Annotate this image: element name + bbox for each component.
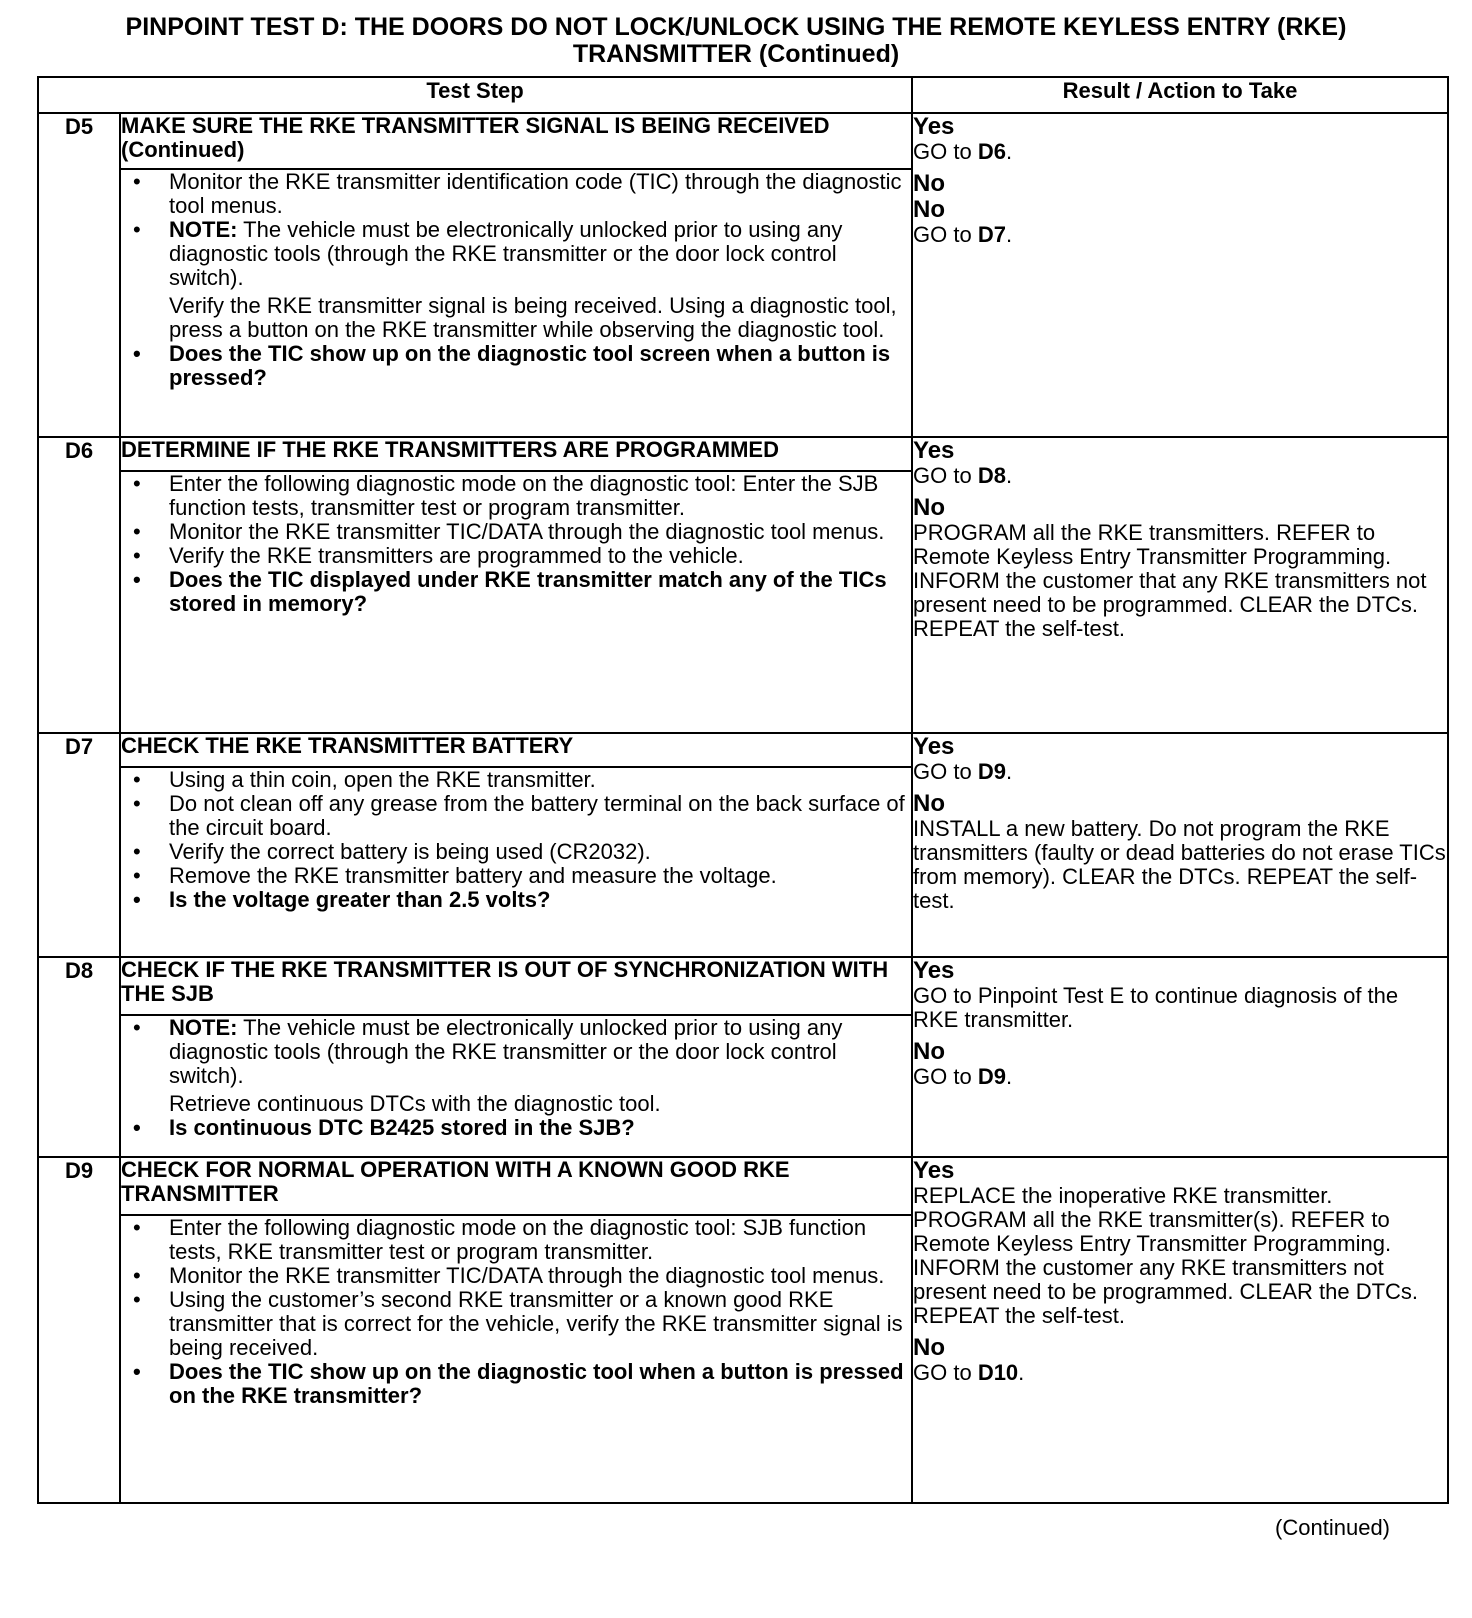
result-action (913, 521, 1447, 641)
result-action (913, 817, 1447, 913)
step-heading: CHECK FOR NORMAL OPERATION WITH A KNOWN GOOD RKE TRANSMITTER (120, 1157, 912, 1215)
result-yes-label: Yes (913, 733, 955, 760)
instruction-text: The vehicle must be electronically unlocked prior to using any diagnostic tools (through the RKE transmitter or the door lock control switch). (169, 217, 843, 290)
instruction-note (121, 218, 911, 290)
instruction-text: Enter the following diagnostic mode on the diagnostic tool: Enter the SJB function tests, transmitter test or program transmitter. (169, 471, 879, 520)
instruction-text: Using a thin coin, open the RKE transmitter. (169, 767, 596, 792)
result-step-ref: D9 (977, 759, 1006, 784)
bullet-icon: • (133, 887, 141, 912)
result-action (913, 1184, 1447, 1328)
instruction-text: Is continuous DTC B2425 stored in the SJB? (169, 1115, 635, 1140)
result-no-label: No (913, 1334, 946, 1361)
result-no-label: No (913, 170, 946, 197)
step-heading-row (38, 733, 1448, 767)
bullet-icon: • (133, 519, 141, 544)
step-id: D9 (38, 1157, 120, 1503)
result-action-text: INSTALL a new battery. Do not program the RKE transmitters (faulty or dead batteries do not erase TICs from memory). CLEAR the DTCs. REPEAT the self-test. (913, 816, 1446, 913)
result-action (913, 1361, 1447, 1385)
result-step-ref: D6 (977, 139, 1006, 164)
result-action (913, 140, 1447, 164)
instruction-list (121, 1016, 911, 1140)
instruction-text: Verify the correct battery is being used (CR2032). (169, 839, 651, 864)
bullet-icon: • (133, 1359, 141, 1384)
result-step-ref: D9 (977, 1064, 1006, 1089)
header-result: Result / Action to Take (912, 77, 1448, 113)
result-action-text: GO to (913, 222, 978, 247)
bullet-icon: • (133, 767, 141, 792)
bullet-icon: • (133, 791, 141, 816)
instruction-bullet (121, 864, 911, 888)
bullet-icon: • (133, 839, 141, 864)
step-heading-row (38, 957, 1448, 1015)
instruction-bullet (121, 840, 911, 864)
result-action (913, 1065, 1447, 1089)
instruction-paragraph: Retrieve continuous DTCs with the diagnostic tool. (169, 1091, 661, 1116)
result-action-suffix: . (1018, 1360, 1025, 1385)
title-line-1: PINPOINT TEST D: THE DOORS DO NOT LOCK/UNLOCK USING THE REMOTE KEYLESS ENTRY (RKE) (125, 13, 1347, 41)
result-cell (912, 957, 1448, 1157)
note-label: NOTE: (169, 1015, 238, 1040)
result-step-ref: D8 (977, 463, 1006, 488)
result-action (913, 984, 1447, 1032)
instruction-paragraph: Verify the RKE transmitter signal is being received. Using a diagnostic tool, press a button on the RKE transmitter while observing the diagnostic tool. (169, 293, 897, 342)
instruction-bullet (121, 792, 911, 840)
instruction-bullet (121, 1288, 911, 1360)
instruction-question (121, 1116, 911, 1140)
result-action-suffix: . (1005, 759, 1013, 784)
instruction-list (121, 472, 911, 616)
steps-body (38, 113, 1448, 1503)
instruction-list (121, 1216, 911, 1408)
step-instructions (120, 767, 912, 957)
continued-footer: (Continued) (1275, 1515, 1390, 1540)
result-action-suffix: . (1005, 139, 1013, 164)
instruction-bullet (121, 170, 911, 218)
step-id: D6 (38, 437, 120, 733)
instruction-bullet (121, 768, 911, 792)
instruction-bullet (121, 520, 911, 544)
result-action (913, 760, 1447, 784)
instruction-text: Using the customer’s second RKE transmitter or a known good RKE transmitter that is correct for the vehicle, verify the RKE transmitter signal is being received. (169, 1287, 903, 1360)
instruction-list (121, 768, 911, 912)
instruction-text: Does the TIC displayed under RKE transmitter match any of the TICs stored in memory? (169, 567, 887, 616)
table-header-row (38, 77, 1448, 113)
bullet-icon: • (133, 1287, 141, 1312)
bullet-icon: • (133, 1263, 141, 1288)
result-no-label: No (913, 494, 946, 521)
step-instructions (120, 1215, 912, 1503)
bullet-icon: • (133, 217, 141, 242)
instruction-bullet (121, 1264, 911, 1288)
instruction-text: Remove the RKE transmitter battery and measure the voltage. (169, 863, 777, 888)
bullet-icon: • (133, 543, 141, 568)
instruction-bullet (121, 1216, 911, 1264)
bullet-icon: • (133, 567, 141, 592)
title-line-2: TRANSMITTER (Continued) (572, 40, 900, 68)
pinpoint-test-table (37, 76, 1449, 1504)
result-action (913, 223, 1447, 247)
instruction-text: Do not clean off any grease from the battery terminal on the back surface of the circuit board. (169, 791, 905, 840)
result-action-suffix: . (1005, 463, 1013, 488)
result-step-ref: D10 (977, 1360, 1019, 1385)
step-heading: CHECK THE RKE TRANSMITTER BATTERY (120, 733, 912, 767)
step-heading-row (38, 437, 1448, 471)
bullet-icon: • (133, 341, 141, 366)
result-action-suffix: . (1005, 222, 1013, 247)
result-action-text: GO to (913, 139, 978, 164)
result-yes-label: Yes (913, 113, 955, 140)
result-cell (912, 733, 1448, 957)
instruction-note (121, 1016, 911, 1088)
result-action-text: GO to (913, 1064, 978, 1089)
step-instructions (120, 471, 912, 733)
result-no-label: No (913, 790, 946, 817)
result-yes-label: Yes (913, 957, 955, 984)
instruction-text: Monitor the RKE transmitter TIC/DATA through the diagnostic tool menus. (169, 1263, 885, 1288)
instruction-text: Does the TIC show up on the diagnostic tool when a button is pressed on the RKE transmitter? (169, 1359, 904, 1408)
result-action-text: PROGRAM all the RKE transmitters. REFER to Remote Keyless Entry Transmitter Programming. INFORM the customer that any RKE transmitters not present need to be programmed. CLEAR the DTCs. REPEAT the self-test. (913, 520, 1427, 641)
instruction-list (121, 170, 911, 390)
result-action-text: GO to (913, 1360, 978, 1385)
step-heading: MAKE SURE THE RKE TRANSMITTER SIGNAL IS BEING RECEIVED (Continued) (120, 113, 912, 169)
instruction-text: Monitor the RKE transmitter identification code (TIC) through the diagnostic tool menus. (169, 169, 902, 218)
step-id: D7 (38, 733, 120, 957)
instruction-text: Is the voltage greater than 2.5 volts? (169, 887, 551, 912)
result-no-label: No (913, 196, 946, 223)
header-test-step: Test Step (38, 77, 912, 113)
instruction-bullet (121, 544, 911, 568)
result-action-suffix: . (1005, 1064, 1013, 1089)
result-action (913, 464, 1447, 488)
step-id: D5 (38, 113, 120, 437)
page-title (0, 14, 1472, 68)
step-heading-row (38, 1157, 1448, 1215)
instruction-text: Verify the RKE transmitters are programmed to the vehicle. (169, 543, 744, 568)
bullet-icon: • (133, 1115, 141, 1140)
instruction-question (121, 342, 911, 390)
result-action-text: REPLACE the inoperative RKE transmitter. PROGRAM all the RKE transmitter(s). REFER to Remote Keyless Entry Transmitter Programming. INFORM the customer any RKE transmitters not present need to be programmed. CLEAR the DTCs. REPEAT the self-test. (913, 1183, 1419, 1328)
result-yes-label: Yes (913, 437, 955, 464)
result-step-ref: D7 (977, 222, 1006, 247)
instruction-question (121, 568, 911, 616)
bullet-icon: • (133, 169, 141, 194)
result-action-text: GO to Pinpoint Test E to continue diagnosis of the RKE transmitter. (913, 983, 1399, 1032)
instruction-bullet (121, 472, 911, 520)
step-id: D8 (38, 957, 120, 1157)
step-heading-row (38, 113, 1448, 169)
bullet-icon: • (133, 471, 141, 496)
result-action-text: GO to (913, 463, 978, 488)
step-instructions (120, 1015, 912, 1157)
result-cell (912, 113, 1448, 437)
step-instructions (120, 169, 912, 437)
result-no-label: No (913, 1038, 946, 1065)
instruction-text: The vehicle must be electronically unlocked prior to using any diagnostic tools (through the RKE transmitter or the door lock control switch). (169, 1015, 843, 1088)
step-heading: CHECK IF THE RKE TRANSMITTER IS OUT OF SYNCHRONIZATION WITH THE SJB (120, 957, 912, 1015)
instruction-text: Enter the following diagnostic mode on the diagnostic tool: SJB function tests, RKE transmitter test or program transmitter. (169, 1215, 867, 1264)
step-heading: DETERMINE IF THE RKE TRANSMITTERS ARE PROGRAMMED (120, 437, 912, 471)
instruction-text: Does the TIC show up on the diagnostic tool screen when a button is pressed? (169, 341, 891, 390)
result-cell (912, 437, 1448, 733)
instruction-question (121, 1360, 911, 1408)
bullet-icon: • (133, 863, 141, 888)
bullet-icon: • (133, 1015, 141, 1040)
bullet-icon: • (133, 1215, 141, 1240)
instruction-text: Monitor the RKE transmitter TIC/DATA through the diagnostic tool menus. (169, 519, 885, 544)
instruction-question (121, 888, 911, 912)
result-yes-label: Yes (913, 1157, 955, 1184)
result-action-text: GO to (913, 759, 978, 784)
result-cell (912, 1157, 1448, 1503)
note-label: NOTE: (169, 217, 238, 242)
